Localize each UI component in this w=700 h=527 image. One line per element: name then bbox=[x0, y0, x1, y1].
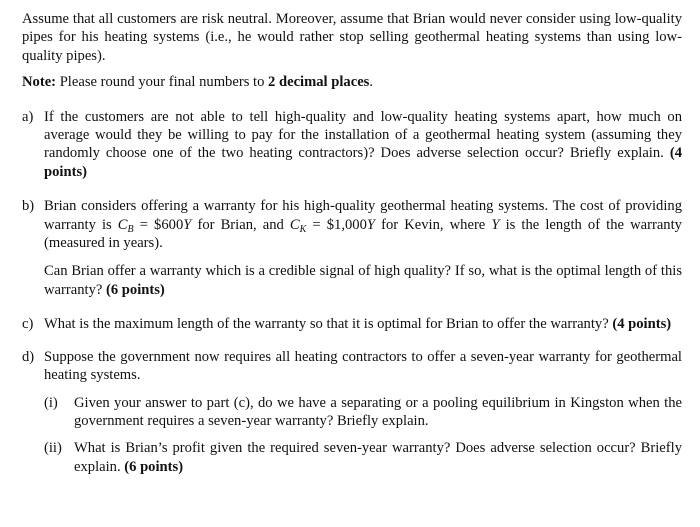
question-c-body: What is the maximum length of the warranty so that it is optimal for Brian to offer the warranty? bbox=[44, 316, 609, 333]
question-d-label: d) bbox=[22, 348, 35, 365]
question-d-sub-ii-label: (ii) bbox=[44, 440, 62, 457]
question-a-body: If the customers are not able to tell high-quality and low-quality heating systems apart, how much on average would they be willing to pay for the installation of a geothermal heating system (assuming they randomly choose one of the two heating contractors)? Does adverse selection occur? Briefly explain. bbox=[44, 108, 682, 162]
question-b-text-3: for Kevin, where bbox=[381, 216, 486, 233]
question-c-label: c) bbox=[22, 316, 34, 333]
note-paragraph bbox=[22, 73, 682, 91]
question-a-label: a) bbox=[22, 108, 34, 125]
note-text-after: . bbox=[369, 74, 374, 91]
question-d bbox=[22, 348, 682, 476]
math-y-2: Y bbox=[366, 216, 376, 233]
question-b-text-2: for Brian, and bbox=[197, 216, 284, 233]
math-ck-sub: K bbox=[299, 223, 307, 235]
question-b-cost-k: = $1,000 bbox=[312, 216, 367, 233]
question-a-points: (4 points) bbox=[44, 145, 682, 180]
math-y-3: Y bbox=[491, 216, 500, 233]
question-c bbox=[22, 315, 682, 333]
question-d-sub-i-label: (i) bbox=[44, 394, 58, 411]
math-cb-sub: B bbox=[127, 223, 134, 235]
math-ck bbox=[290, 217, 306, 233]
question-d-sub-ii-points: (6 points) bbox=[124, 458, 184, 475]
question-b-points: (6 points) bbox=[106, 281, 165, 298]
math-cb-c: C bbox=[117, 216, 128, 233]
question-d-text: Suppose the government now requires all heating contractors to offer a seven-year warranty for geothermal heating systems. bbox=[44, 348, 682, 384]
note-bold: 2 decimal places bbox=[268, 74, 370, 91]
note-label: Note: bbox=[22, 74, 57, 91]
question-d-sub-ii-body: What is Brian’s profit given the required seven-year warranty? Does adverse selection occur? Briefly explain. bbox=[74, 440, 682, 475]
question-c-text bbox=[44, 315, 682, 333]
math-y-1: Y bbox=[183, 216, 192, 233]
question-a-text bbox=[44, 108, 682, 182]
math-ck-c: C bbox=[289, 216, 300, 233]
math-cb bbox=[118, 217, 134, 233]
question-b bbox=[22, 197, 682, 299]
question-c-points: (4 points) bbox=[612, 316, 672, 333]
question-b-cost-b: = $600 bbox=[139, 216, 184, 233]
note-text-before: Please round your final numbers to bbox=[56, 74, 269, 91]
question-d-sub-i-text: Given your answer to part (c), do we have a separating or a pooling equilibrium in Kingston when the government requires a seven-year warranty? Briefly explain. bbox=[74, 394, 682, 429]
question-d-sub-ii bbox=[44, 439, 682, 476]
question-a bbox=[22, 108, 682, 182]
question-b-text-1: Brian considers offering a warranty for his high-quality geothermal heating systems. The cost of providing warranty is bbox=[44, 198, 682, 233]
question-b-text-4: is the length of the warranty (measured in years). bbox=[44, 216, 682, 252]
question-d-sub-i bbox=[44, 394, 682, 431]
intro-paragraph: Assume that all customers are risk neutral. Moreover, assume that Brian would never consider using low-quality pipes for his heating systems (i.e., he would rather stop selling geothermal heating systems than using low-quality pipes). bbox=[22, 11, 682, 64]
question-b-para-2: Can Brian offer a warranty which is a credible signal of high quality? If so, what is the optimal length of this warranty? bbox=[44, 263, 682, 298]
question-b-label: b) bbox=[22, 198, 35, 215]
question-d-sub-ii-text bbox=[74, 439, 682, 476]
question-b-paragraph-2 bbox=[44, 262, 682, 299]
question-b-paragraph-1 bbox=[44, 197, 682, 252]
